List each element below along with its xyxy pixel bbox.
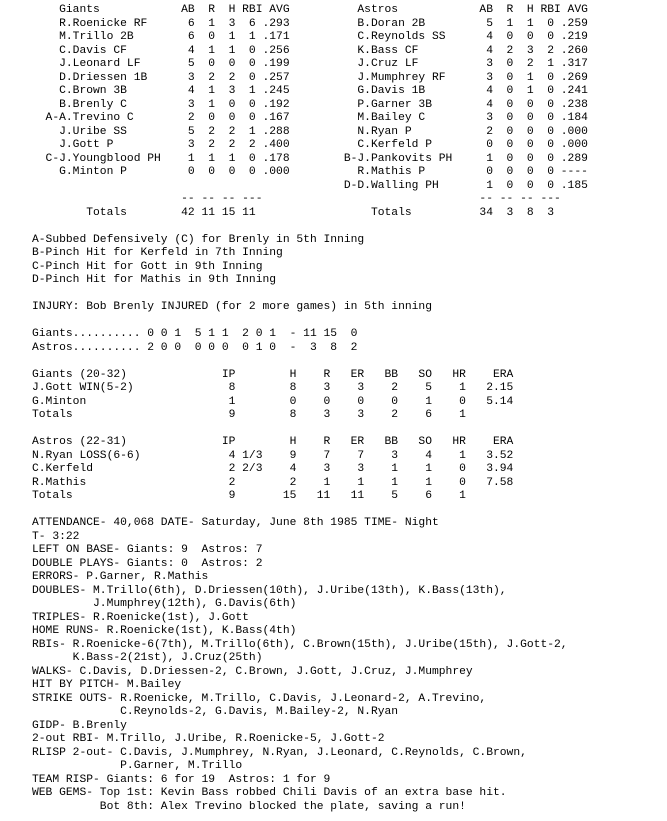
text-line: B-Pinch Hit for Kerfeld in 7th Inning [32,247,283,259]
text-line: G.Minton 1 0 0 0 0 1 0 5.14 [32,395,514,408]
text-line: C.Davis CF 4 1 1 0 .256 K.Bass CF 4 2 3 2 .260 [32,44,588,57]
text-line: TRIPLES- R.Roenicke(1st), J.Gott [32,611,249,624]
text-line: RLISP 2-out- C.Davis, J.Mumphrey, N.Ryan, J.Leonard, C.Reynolds, C.Brown, [32,746,527,759]
text-line [32,220,588,234]
text-line: C-J.Youngblood PH 1 1 1 0 .178 B-J.Pankovits PH 1 0 0 0 .289 [32,152,588,165]
text-line: C.Brown 3B 4 1 3 1 .245 G.Davis 1B 4 0 1 0 .241 [32,85,588,97]
text-line: Totals 9 8 3 3 2 6 1 [32,409,466,421]
text-line: J.Gott P 3 2 2 2 .400 C.Kerfeld P 0 0 0 0 .000 [32,139,588,151]
text-line: -- -- -- --- -- -- -- --- [32,193,561,205]
text-line: C.Reynolds-2, G.Davis, M.Bailey-2, N.Ryan [32,706,399,718]
text-line: A-Subbed Defensively (C) for Brenly in 5th Inning [32,233,365,246]
text-line: N.Ryan LOSS(6-6) 4 1/3 9 7 7 3 4 1 3.52 [32,449,514,462]
text-line: K.Bass-2(21st), J.Cruz(25th) [32,652,263,664]
text-line [32,355,588,369]
text-line: J.Uribe SS 5 2 2 1 .288 N.Ryan P 2 0 0 0 .000 [32,125,588,138]
text-line: J.Mumphrey(12th), G.Davis(6th) [32,598,297,610]
text-line: Giants AB R H RBI AVG Astros AB R H RBI AVG [32,4,588,16]
text-line: HOME RUNS- R.Roenicke(1st), K.Bass(4th) [32,625,297,637]
text-line: LEFT ON BASE- Giants: 9 Astros: 7 [32,544,263,556]
text-line: A-A.Trevino C 2 0 0 0 .167 M.Bailey C 3 0 0 0 .184 [32,112,588,124]
text-line: R.Roenicke RF 6 1 3 6 .293 B.Doran 2B 5 1 1 0 .259 [32,17,588,30]
text-line: D-D.Walling PH 1 0 0 0 .185 [32,179,588,192]
text-line: T- 3:22 [32,530,80,543]
text-line: ATTENDANCE- 40,068 DATE- Saturday, June 8th 1985 TIME- Night [32,517,439,529]
text-line: B.Brenly C 3 1 0 0 .192 P.Garner 3B 4 0 0 0 .238 [32,98,588,111]
text-line: J.Gott WIN(5-2) 8 8 3 3 2 5 1 2.15 [32,382,514,394]
text-line: Giants.......... 0 0 1 5 1 1 2 0 1 - 11 15 0 [32,328,358,340]
text-line: INJURY: Bob Brenly INJURED (for 2 more games) in 5th inning [32,301,432,313]
text-line: DOUBLE PLAYS- Giants: 0 Astros: 2 [32,557,263,570]
text-line: STRIKE OUTS- R.Roenicke, M.Trillo, C.Davis, J.Leonard-2, A.Trevino, [32,692,487,705]
text-line: RBIs- R.Roenicke-6(7th), M.Trillo(6th), C.Brown(15th), J.Uribe(15th), J.Gott-2, [32,638,568,651]
text-line [32,288,588,302]
text-line: Astros.......... 2 0 0 0 0 0 0 1 0 - 3 8 2 [32,341,358,354]
text-line: ERRORS- P.Garner, R.Mathis [32,571,209,583]
text-line: J.Leonard LF 5 0 0 0 .199 J.Cruz LF 3 0 2 1 .317 [32,58,588,70]
text-line: D.Driessen 1B 3 2 2 0 .257 J.Mumphrey RF 3 0 1 0 .269 [32,71,588,84]
text-line: P.Garner, M.Trillo [32,760,243,772]
text-line: Giants (20-32) IP H R ER BB SO HR ERA [32,368,514,381]
text-line: WALKS- C.Davis, D.Driessen-2, C.Brown, J.Gott, J.Cruz, J.Mumphrey [32,665,473,678]
text-line: C.Kerfeld 2 2/3 4 3 3 1 1 0 3.94 [32,463,514,475]
text-line: HIT BY PITCH- M.Bailey [32,679,182,691]
box-score-document [32,4,588,814]
text-line [32,504,588,518]
text-line: 2-out RBI- M.Trillo, J.Uribe, R.Roenicke-5, J.Gott-2 [32,733,385,745]
text-line: M.Trillo 2B 6 0 1 1 .171 C.Reynolds SS 4 0 0 0 .219 [32,31,588,43]
text-line: R.Mathis 2 2 1 1 1 1 0 7.58 [32,476,514,489]
text-line: Totals 9 15 11 11 5 6 1 [32,490,466,502]
text-line: TEAM RISP- Giants: 6 for 19 Astros: 1 for 9 [32,773,331,786]
text-line: WEB GEMS- Top 1st: Kevin Bass robbed Chili Davis of an extra base hit. [32,787,507,799]
text-line [32,423,588,437]
text-line [32,315,588,329]
text-line: Astros (22-31) IP H R ER BB SO HR ERA [32,436,514,448]
text-line: Bot 8th: Alex Trevino blocked the plate, saving a run! [32,800,466,813]
text-line: G.Minton P 0 0 0 0 .000 R.Mathis P 0 0 0 0 ---- [32,166,588,178]
text-line: DOUBLES- M.Trillo(6th), D.Driessen(10th), J.Uribe(13th), K.Bass(13th), [32,584,507,597]
text-line: Totals 42 11 15 11 Totals 34 3 8 3 [32,206,555,219]
text-line: GIDP- B.Brenly [32,719,127,732]
text-line: C-Pinch Hit for Gott in 9th Inning [32,260,263,273]
text-line: D-Pinch Hit for Mathis in 9th Inning [32,274,277,286]
